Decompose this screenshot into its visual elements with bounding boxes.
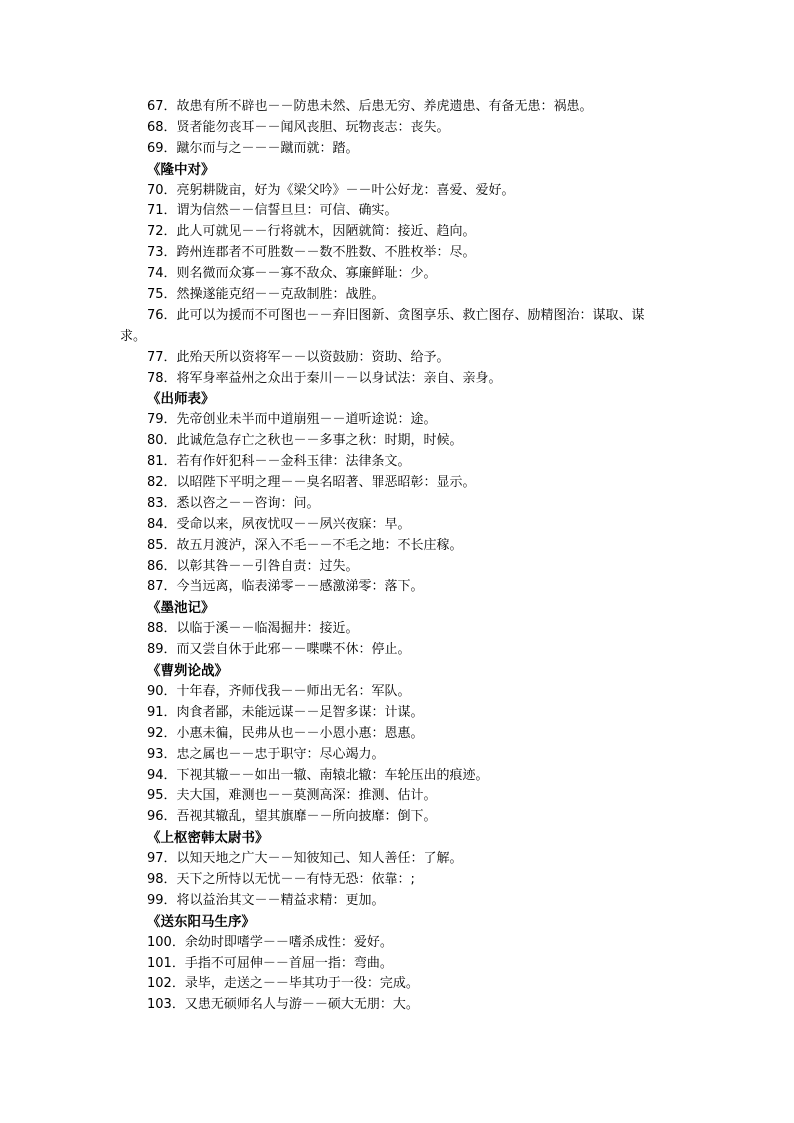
- section-heading-caoguilunzhan: 《曹刿论战》: [147, 663, 228, 680]
- section-heading-songdongyang: 《送东阳马生序》: [147, 913, 255, 930]
- entry-93: 93．忠之属也－－忠于职守：尽心竭力。: [147, 746, 385, 762]
- entry-79: 79．先帝创业未半而中道崩殂－－道听途说：途。: [147, 412, 437, 428]
- entry-88: 88．以临于溪－－临渴掘井：接近。: [147, 621, 359, 637]
- entry-77: 77．此殆天所以资将军－－以资鼓励：资助、给予。: [147, 349, 450, 365]
- entry-76: 76．此可以为援而不可图也－－弃旧图新、贪图享乐、救亡图存、励精图治：谋取、谋: [147, 307, 645, 323]
- entry-97: 97．以知天地之广大－－知彼知己、知人善任：了解。: [147, 851, 463, 867]
- entry-86: 86．以彰其咎－－引咎自责：过失。: [147, 558, 359, 574]
- entry-75: 75．然操遂能克绍－－克敌制胜：战胜。: [147, 287, 385, 303]
- entry-94: 94．下视其辙－－如出一辙、南辕北辙：车轮压出的痕迹。: [147, 767, 489, 783]
- entry-72: 72．此人可就见－－行将就木，因陋就简：接近、趋向。: [147, 224, 476, 240]
- entry-85: 85．故五月渡泸，深入不毛－－不毛之地：不长庄稼。: [147, 537, 463, 553]
- entry-87: 87．今当远离，临表涕零－－感激涕零：落下。: [147, 579, 424, 595]
- entry-71: 71．谓为信然－－信誓旦旦：可信、确实。: [147, 203, 398, 219]
- entry-73: 73．跨州连郡者不可胜数－－数不胜数、不胜枚举：尽。: [147, 245, 476, 261]
- entry-76-continuation: 求。: [120, 328, 147, 344]
- entry-90: 90．十年春，齐师伐我－－师出无名：军队。: [147, 683, 411, 699]
- entry-78: 78．将军身率益州之众出于秦川－－以身试法：亲自、亲身。: [147, 370, 502, 386]
- entry-103: 103．又患无硕师名人与游－－硕大无朋：大。: [147, 997, 419, 1013]
- entry-74: 74．则名微而众寡－－寡不敌众、寡廉鲜耻：少。: [147, 266, 437, 282]
- entry-98: 98．天下之所恃以无忧－－有恃无恐：依靠：;: [147, 871, 415, 887]
- entry-91: 91．肉食者鄙，未能远谋－－足智多谋：计谋。: [147, 704, 424, 720]
- entry-95: 95．夫大国，难测也－－莫测高深：推测、估计。: [147, 788, 437, 804]
- entry-101: 101．手指不可屈伸－－首屈一指：弯曲。: [147, 955, 393, 971]
- entry-100: 100．余幼时即嗜学－－嗜杀成性：爱好。: [147, 934, 393, 950]
- section-heading-chushibiao: 《出师表》: [147, 391, 215, 408]
- entry-67: 67．故患有所不辟也－－防患未然、后患无穷、养虎遗患、有备无患：祸患。: [147, 99, 593, 114]
- document-body: [120, 97, 690, 1016]
- entry-102: 102．录毕，走送之－－毕其功于一役：完成。: [147, 976, 419, 992]
- entry-80: 80．此诚危急存亡之秋也－－多事之秋：时期，时候。: [147, 433, 463, 449]
- entry-96: 96．吾视其辙乱，望其旗靡－－所向披靡：倒下。: [147, 809, 437, 825]
- section-heading-mochiji: 《墨池记》: [147, 600, 215, 617]
- entry-83: 83．悉以咨之－－咨询：问。: [147, 495, 320, 511]
- section-heading-longzhongdui: 《隆中对》: [147, 161, 215, 178]
- entry-81: 81．若有作奸犯科－－金科玉律：法律条文。: [147, 454, 411, 470]
- entry-89: 89．而又尝自休于此邪－－喋喋不休：停止。: [147, 642, 411, 658]
- section-heading-shangshumi: 《上枢密韩太尉书》: [147, 830, 269, 847]
- entry-84: 84．受命以来，夙夜忧叹－－夙兴夜寐：早。: [147, 516, 411, 532]
- entry-99: 99．将以益治其文－－精益求精：更加。: [147, 892, 385, 908]
- entry-92: 92．小惠未徧，民弗从也－－小恩小惠：恩惠。: [147, 725, 424, 741]
- entry-70: 70．亮躬耕陇亩，好为《梁父吟》－－叶公好龙：喜爱、爱好。: [147, 182, 515, 198]
- entry-68: 68．贤者能勿丧耳－－闻风丧胆、玩物丧志：丧失。: [147, 119, 450, 135]
- entry-82: 82．以昭陛下平明之理－－臭名昭著、罪恶昭彰：显示。: [147, 475, 476, 491]
- entry-69: 69．蹴尔而与之－－－蹴而就：踏。: [147, 140, 359, 156]
